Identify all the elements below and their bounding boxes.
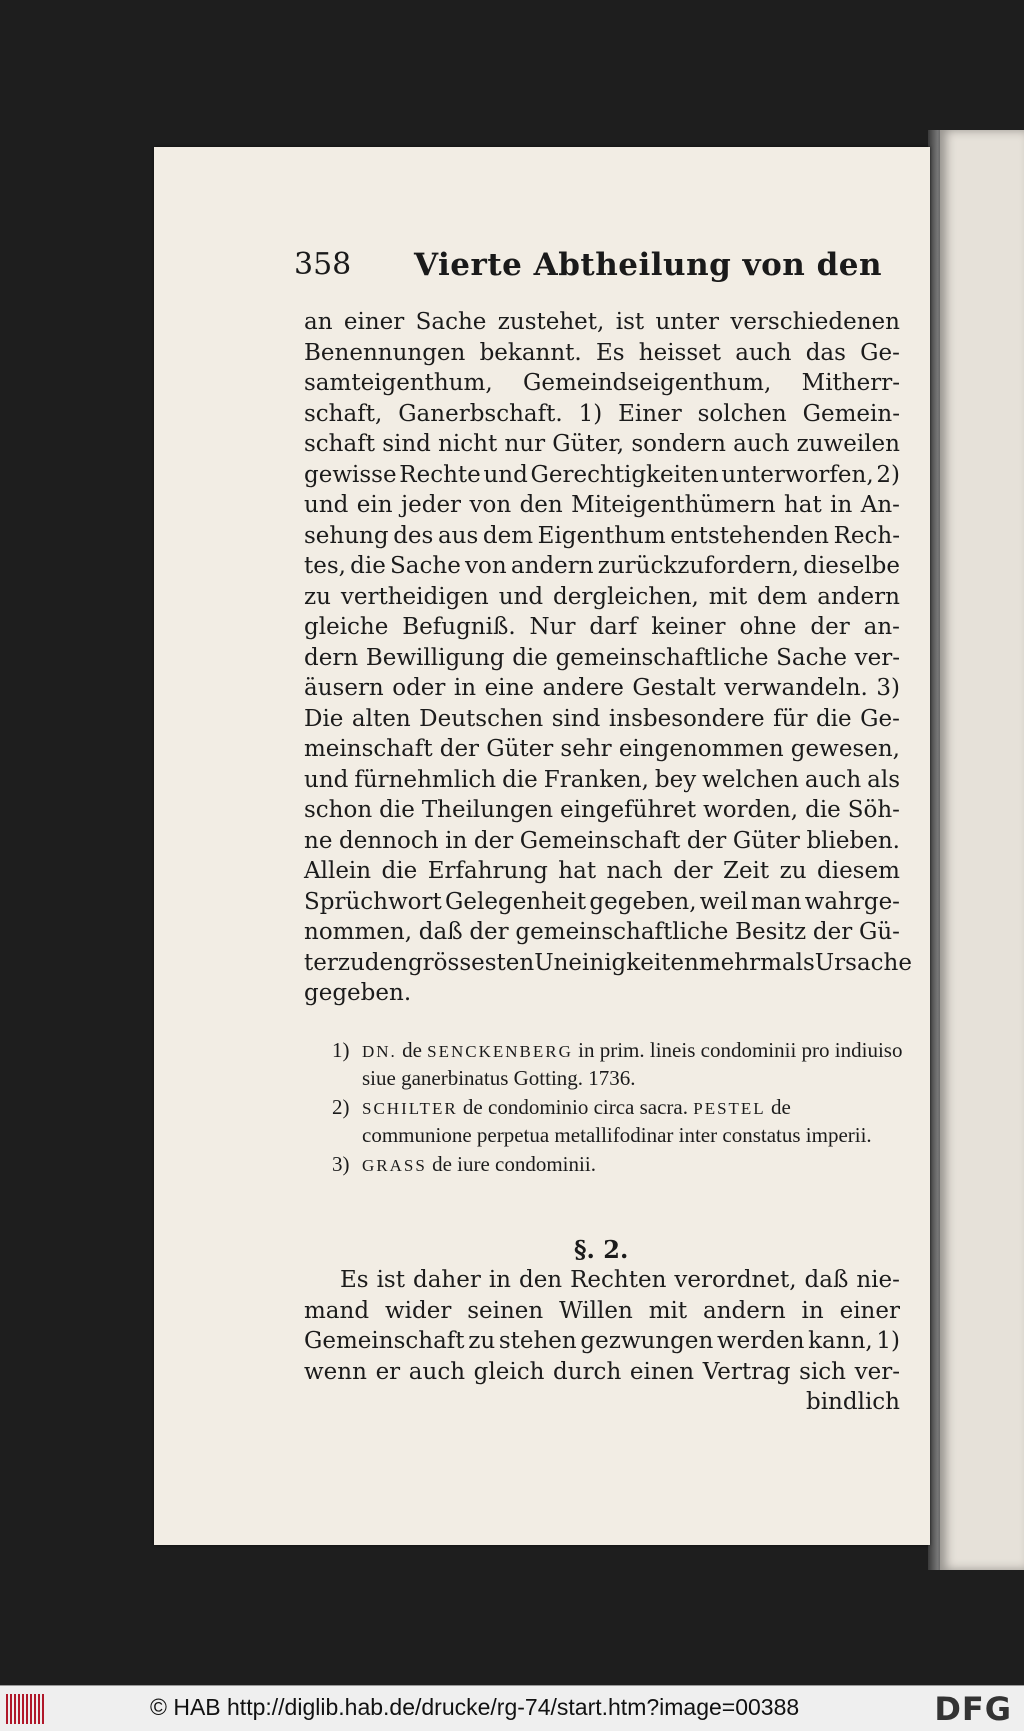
word: Erfahrung [427, 858, 548, 884]
word: in [830, 492, 853, 518]
word: daß [804, 1267, 849, 1293]
word: äusern [304, 675, 384, 701]
adjacent-page-edge [940, 130, 1024, 1570]
word: Ganerbschaft. [398, 400, 563, 427]
text-line [304, 948, 912, 979]
word: zu [337, 949, 365, 976]
word: auch [733, 431, 790, 457]
word: Gerechtigkeiten [530, 461, 719, 488]
word: dem [757, 583, 808, 610]
word: darf [589, 614, 638, 640]
footnote-author: SENCKENBERG [427, 1042, 573, 1061]
body-text [304, 307, 912, 1009]
word: Sprüchwort [304, 888, 442, 915]
footnote-author: PESTEL [693, 1099, 766, 1118]
word: mit [648, 1297, 688, 1324]
word: der [810, 614, 850, 640]
text-line [304, 460, 900, 491]
footer-bar [0, 1685, 1024, 1731]
word: nommen, [304, 919, 413, 945]
word: meinschaft [304, 736, 433, 762]
word: der [686, 827, 727, 854]
word: Güter [486, 736, 554, 762]
footnote-author: GRASS [362, 1156, 427, 1175]
text-line [304, 612, 900, 643]
word: sehung [304, 522, 389, 549]
word: bey [654, 766, 697, 793]
word: das [805, 339, 846, 366]
text-line [304, 734, 900, 765]
word: Rech- [833, 522, 900, 549]
word: in [488, 1267, 511, 1293]
word: 1) [578, 400, 603, 427]
word: Willen [559, 1297, 633, 1324]
word: jeder [400, 492, 462, 518]
text-line-last: gegeben. [304, 980, 412, 1006]
word: er [375, 1358, 401, 1385]
word: sind [382, 431, 431, 457]
word: durch [553, 1358, 622, 1385]
footnote-text: in prim. lineis condominii pro indiuiso siue ganerbinatus Gotting. 1736. [362, 1038, 903, 1090]
word: hat [558, 858, 597, 884]
word: andere [542, 675, 624, 701]
word: Nur [529, 614, 576, 640]
footnote-text: de condominio circa sacra. [457, 1095, 694, 1119]
word: fürnehmlich [354, 766, 497, 793]
word: diesem [816, 858, 900, 884]
word: worden, [703, 797, 799, 823]
word: Ge- [860, 705, 900, 732]
word: von [465, 553, 507, 579]
word: gezwungen [580, 1328, 714, 1354]
word: Deutschen [419, 705, 544, 732]
word: man [751, 888, 802, 915]
word: in [801, 1297, 824, 1324]
text-line [304, 795, 900, 826]
word: schaft [304, 431, 375, 457]
word: sind [551, 705, 601, 732]
word: Es [340, 1267, 369, 1293]
word: aus [437, 522, 479, 549]
word: die [379, 797, 415, 823]
word: andern [702, 1297, 786, 1324]
word: und [304, 492, 349, 518]
word: der [439, 736, 480, 762]
word: An- [860, 492, 900, 518]
word: ist [615, 309, 645, 335]
word: hat [783, 492, 822, 518]
word: blieben. [806, 827, 900, 854]
word: der [473, 827, 514, 854]
hab-logo-icon [6, 1694, 46, 1724]
word: daß [418, 919, 463, 945]
word: auch [408, 1358, 466, 1385]
dfg-logo: DFG [934, 1690, 1012, 1728]
word: einer [839, 1297, 900, 1324]
word: der [469, 919, 509, 945]
word: die [805, 797, 841, 823]
word: Befugniß. [402, 614, 516, 640]
text-line [304, 643, 900, 674]
word: eingeführet [560, 797, 697, 823]
word: und [498, 583, 544, 610]
text-line [304, 917, 900, 948]
page-header [294, 247, 904, 293]
word: der [673, 858, 713, 884]
footnote-number: 1) [332, 1038, 350, 1062]
footnote-author: DN. [362, 1042, 397, 1061]
word: Rechte [399, 461, 481, 488]
text-line [304, 399, 900, 430]
word: sich [799, 1358, 846, 1385]
word: keiner [651, 614, 726, 640]
word: nur [504, 431, 546, 457]
book-page [154, 147, 930, 1545]
word: gewisse [304, 461, 397, 488]
word: andern [510, 553, 594, 579]
running-head: Vierte Abtheilung von den [414, 247, 883, 283]
word: weil [699, 888, 748, 915]
word: vertheidigen [340, 583, 489, 610]
word: Einer [618, 400, 682, 427]
footer-credit[interactable]: © HAB http://diglib.hab.de/drucke/rg-74/start.htm?image=00388 [150, 1694, 800, 1720]
word: solchen [697, 400, 787, 427]
text-line [304, 307, 900, 338]
word: Die [304, 705, 344, 732]
word: Franken, [543, 766, 649, 793]
word: Uneinigkeiten [534, 949, 699, 976]
text-line [304, 887, 900, 918]
word: unterworfen, [721, 461, 874, 488]
text-line [304, 338, 900, 369]
word: den [518, 1267, 563, 1293]
word: wenn [304, 1358, 367, 1385]
page-number: 358 [294, 247, 352, 282]
word: Sache [390, 553, 461, 579]
word: welchen [702, 766, 799, 793]
word: stehen [498, 1328, 577, 1354]
word: Zeit [722, 858, 770, 884]
word: 3) [876, 675, 900, 701]
word: Allein [304, 858, 372, 884]
word: zuweilen [796, 431, 900, 457]
word: einen [629, 1358, 695, 1385]
text-line [304, 1326, 900, 1357]
text-line [304, 429, 900, 460]
word: Güter [732, 827, 800, 854]
word: sondern [631, 431, 726, 457]
word: in [445, 827, 468, 854]
footnote-text: de iure condominii. [426, 1152, 596, 1176]
word: werden [717, 1328, 805, 1354]
word: zu [779, 858, 807, 884]
word: eingenommen [618, 736, 784, 762]
word: Ge- [860, 339, 900, 366]
word: mehrmals [698, 949, 815, 976]
word: ver- [854, 644, 900, 671]
word: schon [304, 797, 373, 823]
word: zu [468, 1328, 496, 1354]
word: wahrge- [804, 888, 900, 915]
text-line [304, 765, 900, 796]
word: daher [412, 1267, 481, 1293]
word: nach [606, 858, 663, 884]
word: alten [351, 705, 411, 732]
word: dem [482, 522, 534, 549]
word: verordnet, [674, 1267, 797, 1293]
text-line [304, 490, 900, 521]
footnote [332, 1094, 904, 1149]
footnote-number: 3) [332, 1152, 350, 1176]
word: sehr [560, 736, 612, 762]
text-line [304, 1357, 900, 1388]
word: die [502, 766, 538, 793]
section-mark: §. 2. [574, 1235, 629, 1264]
word: Gemeindseigenthum, [523, 370, 772, 396]
word: die [815, 705, 852, 732]
word: grössesten [407, 949, 535, 976]
text-line [304, 551, 900, 582]
word: mand [304, 1297, 370, 1324]
word: verschiedenen [730, 309, 900, 335]
word: Güter, [552, 431, 625, 457]
word: Bewilligung [365, 644, 505, 671]
word: auch [804, 766, 862, 793]
footnote [332, 1037, 904, 1092]
text-line [304, 521, 900, 552]
word: Miteigenthümern [571, 492, 776, 518]
word: gleich [473, 1358, 545, 1385]
text-line [304, 1296, 900, 1327]
footnote-number: 2) [332, 1095, 350, 1119]
text-line [304, 826, 900, 857]
word: gemeinschaftliche [555, 644, 769, 671]
word: die [350, 553, 386, 579]
word: Eigenthum [537, 522, 666, 549]
footnote-text: de [396, 1038, 428, 1062]
word: die [512, 644, 548, 671]
word: samteigenthum, [304, 370, 493, 396]
word: an- [863, 614, 900, 640]
word: tes, [304, 553, 346, 579]
word: ver- [854, 1358, 900, 1385]
word: ter [304, 949, 338, 976]
text-line [304, 1265, 900, 1296]
word: Gemeinschaft [304, 1328, 465, 1354]
text-line [304, 704, 900, 735]
text-line [304, 856, 900, 887]
word: Rechten [570, 1267, 667, 1293]
word: und [483, 461, 528, 488]
word: ein [356, 492, 393, 518]
footnotes [332, 1037, 904, 1181]
word: andern [817, 583, 900, 610]
word: Gü- [858, 919, 900, 945]
word: auch [735, 339, 792, 366]
word: der [812, 919, 853, 945]
word: als [867, 766, 900, 793]
word: zurückzufordern, [597, 553, 800, 579]
word: dennoch [339, 827, 439, 854]
word: für [773, 705, 808, 732]
word: Sache [776, 644, 847, 671]
word: zu [304, 583, 331, 610]
word: den [364, 949, 408, 976]
word: ohne [739, 614, 797, 640]
word: Mitherr- [801, 370, 900, 396]
word: 1) [876, 1328, 900, 1354]
text-line [304, 582, 900, 613]
word: kann, [808, 1328, 873, 1354]
word: dergleichen, [553, 583, 699, 610]
word: schaft, [304, 400, 383, 427]
word: bekannt. [479, 339, 582, 366]
word: Gelegenheit [445, 888, 587, 915]
word: Es [595, 339, 625, 366]
word: Gemein- [802, 400, 900, 427]
word: gleiche [304, 614, 389, 640]
word: dern [304, 644, 359, 671]
word: den [519, 492, 563, 518]
word: ne [304, 827, 333, 854]
word: mit [708, 583, 748, 610]
text-line [304, 368, 900, 399]
catchword: bindlich [805, 1389, 900, 1415]
word: zustehet, [497, 309, 605, 335]
word: Besitz [735, 919, 807, 945]
word: in [453, 675, 477, 701]
word: heisset [638, 339, 722, 366]
section-text [304, 1265, 900, 1418]
text-line [304, 673, 900, 704]
word: 2) [876, 461, 900, 488]
word: nie- [856, 1267, 900, 1293]
word: die [381, 858, 418, 884]
word: Gestalt [632, 675, 716, 701]
word: Gemeinschaft [519, 827, 681, 854]
word: wider [384, 1297, 452, 1324]
word: eine [484, 675, 534, 701]
footnote [332, 1151, 904, 1179]
word: an [304, 309, 333, 335]
word: Söh- [847, 797, 900, 823]
word: nicht [438, 431, 498, 457]
word: verwandeln. [724, 675, 868, 701]
word: Sache [415, 309, 487, 335]
word: von [469, 492, 512, 518]
word: des [393, 522, 434, 549]
word: Benennungen [304, 339, 466, 366]
word: oder [392, 675, 446, 701]
word: seinen [467, 1297, 544, 1324]
word: gewesen, [790, 736, 900, 762]
word: entstehenden [670, 522, 829, 549]
footnote-text: de communione perpetua metallifodinar inter constatus imperii. [362, 1095, 872, 1147]
word: gegeben, [589, 888, 697, 915]
word: ist [376, 1267, 405, 1293]
word: gemeinschaftliche [515, 919, 729, 945]
footnote-author: SCHILTER [362, 1099, 458, 1118]
word: Theilungen [421, 797, 554, 823]
word: Vertrag [702, 1358, 791, 1385]
word: Ursache [814, 949, 912, 976]
word: insbesondere [608, 705, 765, 732]
word: und [304, 766, 349, 793]
word: einer [343, 309, 405, 335]
word: unter [655, 309, 719, 335]
word: dieselbe [803, 553, 900, 579]
